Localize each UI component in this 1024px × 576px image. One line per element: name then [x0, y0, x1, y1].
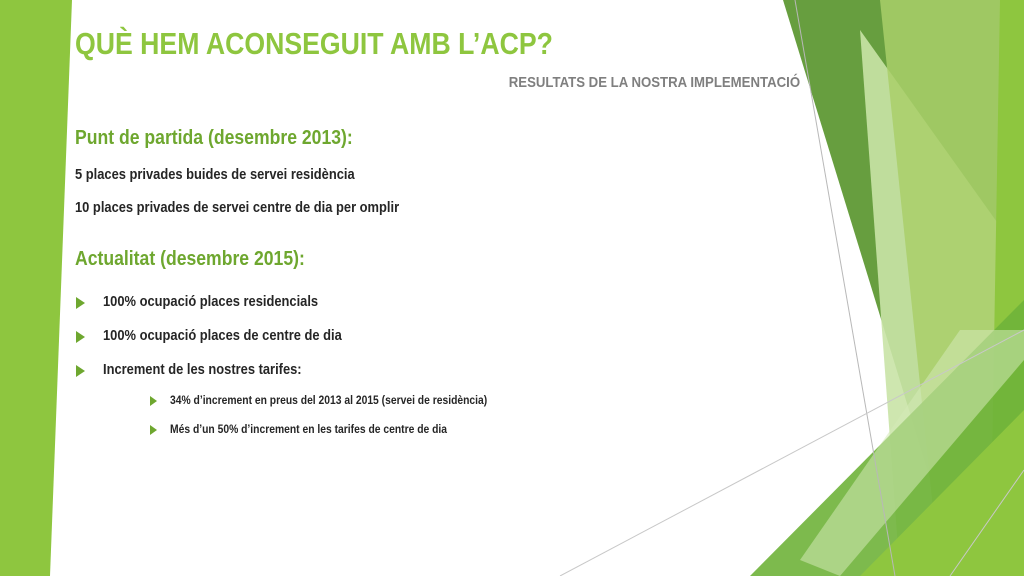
bullet-item [76, 293, 353, 310]
sub-bullet-item [150, 393, 539, 407]
bullet-item [76, 327, 381, 344]
sub-bullet-text: 34% d’increment en preus del 2013 al 2015 (servei de residència) [170, 393, 488, 407]
start-line-2: 10 places privades de servei centre de dia per omplir [75, 199, 400, 216]
bullet-text: 100% ocupació places residencials [103, 293, 319, 310]
bullet-arrow-icon [76, 297, 85, 309]
slide-title: QUÈ HEM ACONSEGUIT AMB L’ACP? [75, 26, 553, 61]
sub-bullet-text: Més d’un 50% d’increment en les tarifes de centre de dia [170, 422, 448, 436]
sub-bullet-item [150, 422, 492, 436]
section-heading-start: Punt de partida (desembre 2013): [75, 127, 353, 149]
bullet-arrow-icon [76, 331, 85, 343]
sub-bullet-arrow-icon [150, 396, 157, 406]
bullet-item [76, 361, 334, 378]
bullet-text: Increment de les nostres tarifes: [103, 361, 302, 378]
bullet-text: 100% ocupació places de centre de dia [103, 327, 342, 344]
bullet-arrow-icon [76, 365, 85, 377]
start-line-1: 5 places privades buides de servei residència [75, 166, 355, 183]
section-heading-current: Actualitat (desembre 2015): [75, 248, 305, 270]
sub-bullet-arrow-icon [150, 425, 157, 435]
slide-subtitle: RESULTATS DE LA NOSTRA IMPLEMENTACIÓ [508, 74, 800, 91]
